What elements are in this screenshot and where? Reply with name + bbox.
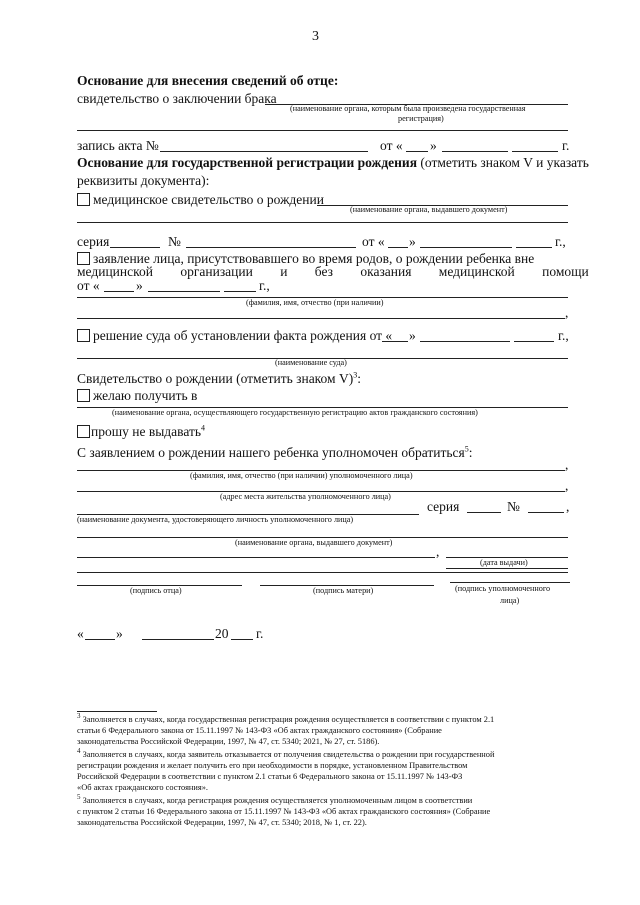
do-not-issue-ref: 4 (201, 423, 206, 433)
mother-signature-caption: (подпись матери) (313, 586, 374, 595)
birth-cert-note-ref: 3 (353, 370, 358, 380)
birth-basis-title: Основание для государственной регистрации рождения (77, 155, 417, 170)
do-not-issue-checkbox[interactable] (77, 425, 90, 438)
date-open-quote: « (77, 626, 84, 641)
medical-cert-caption: (наименование органа, выдавшего документ) (350, 205, 508, 214)
authorized-title-ref: 5 (464, 444, 469, 454)
record-act-from-close: » (430, 138, 437, 153)
medical-year-suffix: г., (555, 234, 566, 249)
father-signature-caption: (подпись отца) (130, 586, 182, 595)
authorized-doc-comma: , (566, 499, 570, 514)
medical-number-label: № (168, 234, 181, 249)
record-act-month-line (442, 151, 508, 152)
record-act-year-line (512, 151, 558, 152)
authorized-person-comma: , (565, 457, 569, 472)
medical-number-line (186, 247, 356, 248)
medical-cert-label: медицинское свидетельство о рождении (93, 192, 324, 207)
medical-series-label: серия (77, 234, 110, 249)
authorized-title-text: С заявлением о рождении нашего ребенка уполномочен обратиться (77, 445, 465, 460)
statement-year-line (224, 291, 256, 292)
medical-year-line (516, 247, 552, 248)
footnote-4-line-1: $^4$ Заполняется в случаях, когда заявитель отказывается от получения свидетельства о рождении при государственной (77, 747, 495, 759)
date-year-suffix: г. (256, 626, 264, 641)
authorized-address-caption: (адрес места жительства уполномоченного лица) (220, 492, 391, 501)
date-month-line (142, 639, 214, 640)
authorized-extra-line (77, 572, 568, 573)
authorized-issuer-caption: (наименование органа, выдавшего документ) (235, 538, 393, 547)
court-decision-label: решение суда об установлении факта рождения от « (93, 328, 393, 343)
authorized-address-comma: , (565, 478, 569, 493)
medical-series-line (110, 247, 160, 248)
footnote-5-line-3: законодательства Российской Федерации, 1997, № 47, ст. 5340; 2018, № 1, ст. 22). (77, 818, 367, 827)
footnote-3-ref: 3 (77, 712, 81, 721)
statement-person-line-2 (77, 318, 565, 319)
date-century: 20 (215, 626, 229, 641)
marriage-cert-label: свидетельство о заключении брака (77, 91, 277, 106)
court-day-line (382, 341, 408, 342)
footnote-4-line-2: регистрации рождения и желает получить его при необходимости в порядке, установленном Правительством (77, 761, 468, 770)
statement-year-suffix: г., (259, 278, 270, 293)
statement-person-caption: (фамилия, имя, отчество (при наличии) (246, 298, 384, 307)
birth-basis-instruction-2: реквизиты документа): (77, 173, 210, 188)
footnote-3-line-2: статьи 6 Федерального закона от 15.11.1997 № 143-ФЗ «Об актах гражданского состояния» (Собрание (77, 726, 442, 735)
marriage-cert-caption: (наименование органа, которым была произведена государственная (290, 104, 526, 113)
birth-basis-title-line (77, 156, 589, 170)
footnote-4-line-3: Российской Федерации в соответствии с пунктом 2.1 статьи 6 Федерального закона от 15.11.1997 № 143-ФЗ (77, 772, 463, 781)
want-receive-checkbox[interactable] (77, 389, 90, 402)
authorized-doc-number-line (528, 512, 564, 513)
registry-caption: (наименование органа, осуществляющего государственную регистрацию актов гражданского состояния) (112, 408, 478, 417)
medical-cert-checkbox[interactable] (77, 193, 90, 206)
statement-line-1: заявление лица, присутствовавшего во время родов, о рождении ребенка вне (93, 251, 535, 266)
statement-from-close: » (136, 278, 143, 293)
medical-day-line (388, 247, 408, 248)
statement-line-2: медицинской организации и без оказания медицинской помощи (77, 264, 589, 279)
issue-date-caption: (дата выдачи) (480, 558, 528, 567)
authorized-signature-caption-1: (подпись уполномоченного (455, 584, 551, 593)
statement-comma: , (565, 305, 569, 320)
court-month-line (420, 341, 510, 342)
page-number: 3 (312, 29, 319, 44)
authorized-issuer-line-2 (77, 557, 435, 558)
court-decision-checkbox[interactable] (77, 329, 90, 342)
record-act-year-suffix: г. (562, 138, 570, 153)
medical-from-close: » (409, 234, 416, 249)
marriage-cert-caption-2: регистрация) (398, 114, 444, 123)
issue-date-underline (446, 568, 568, 569)
birth-cert-title (77, 372, 361, 386)
record-act-from: от « (380, 138, 403, 153)
authorized-title (77, 446, 473, 460)
medical-cert-line-2 (77, 222, 568, 223)
footnote-5-line-1: $^5$ Заполняется в случаях, когда регистрация рождения осуществляется уполномоченным лицом в соответствии (77, 793, 473, 805)
do-not-issue-text: прошу не выдавать (91, 424, 202, 439)
record-act-number-line (160, 151, 368, 152)
marriage-cert-line-2 (77, 130, 568, 131)
statement-month-line (148, 291, 220, 292)
authorized-signature-caption-2: лица) (500, 596, 520, 605)
court-year-line (514, 341, 554, 342)
footnote-4-ref: 4 (77, 747, 81, 756)
birth-cert-title-colon: : (357, 371, 361, 386)
authorized-title-colon: : (468, 445, 473, 460)
authorized-signature-line (450, 582, 570, 583)
record-act-day-line (406, 151, 428, 152)
date-day-line (85, 639, 115, 640)
birth-basis-instruction: (отметить знаком V и указать (420, 155, 589, 170)
court-year-suffix: г., (558, 328, 569, 343)
statement-from: от « (77, 278, 100, 293)
authorized-person-caption: (фамилия, имя, отчество (при наличии) уполномоченного лица) (190, 471, 413, 480)
authorized-doc-series: серия (427, 499, 460, 514)
footnote-5-line-2: с пунктом 2 статьи 16 Федерального закона от 15.11.1997 № 143-ФЗ «Об актах гражданского состояния» (Собрание (77, 807, 491, 816)
date-year-line (231, 639, 253, 640)
statement-day-line (104, 291, 134, 292)
authorized-issuer-comma: , (436, 544, 440, 559)
footnote-separator (77, 711, 157, 712)
court-name-caption: (наименование суда) (275, 358, 347, 367)
authorized-doc-caption: (наименование документа, удостоверяющего личность уполномоченного лица) (77, 515, 354, 524)
medical-from: от « (362, 234, 385, 249)
want-receive-label: желаю получить в (93, 388, 198, 403)
birth-cert-title-text: Свидетельство о рождении (отметить знаком V) (77, 371, 354, 386)
court-decision-close: » (409, 328, 416, 343)
footnote-5-ref: 5 (77, 793, 81, 802)
footnote-4-line-4: «Об актах гражданского состояния». (77, 783, 209, 792)
record-act-label: запись акта № (77, 138, 159, 153)
authorized-doc-number: № (507, 499, 520, 514)
medical-month-line (420, 247, 512, 248)
footnote-3-line-3: законодательства Российской Федерации, 1997, № 47, ст. 5340; 2021, № 27, ст. 5186). (77, 737, 380, 746)
do-not-issue-label (91, 425, 205, 439)
footnote-3-line-1: $^3$ Заполняется в случаях, когда государственная регистрация рождения осуществляется в соответствии с пунктом 2.1 (77, 712, 495, 724)
father-section-title: Основание для внесения сведений об отце: (77, 73, 339, 88)
authorized-doc-series-line (467, 512, 501, 513)
date-close-quote: » (116, 626, 123, 641)
